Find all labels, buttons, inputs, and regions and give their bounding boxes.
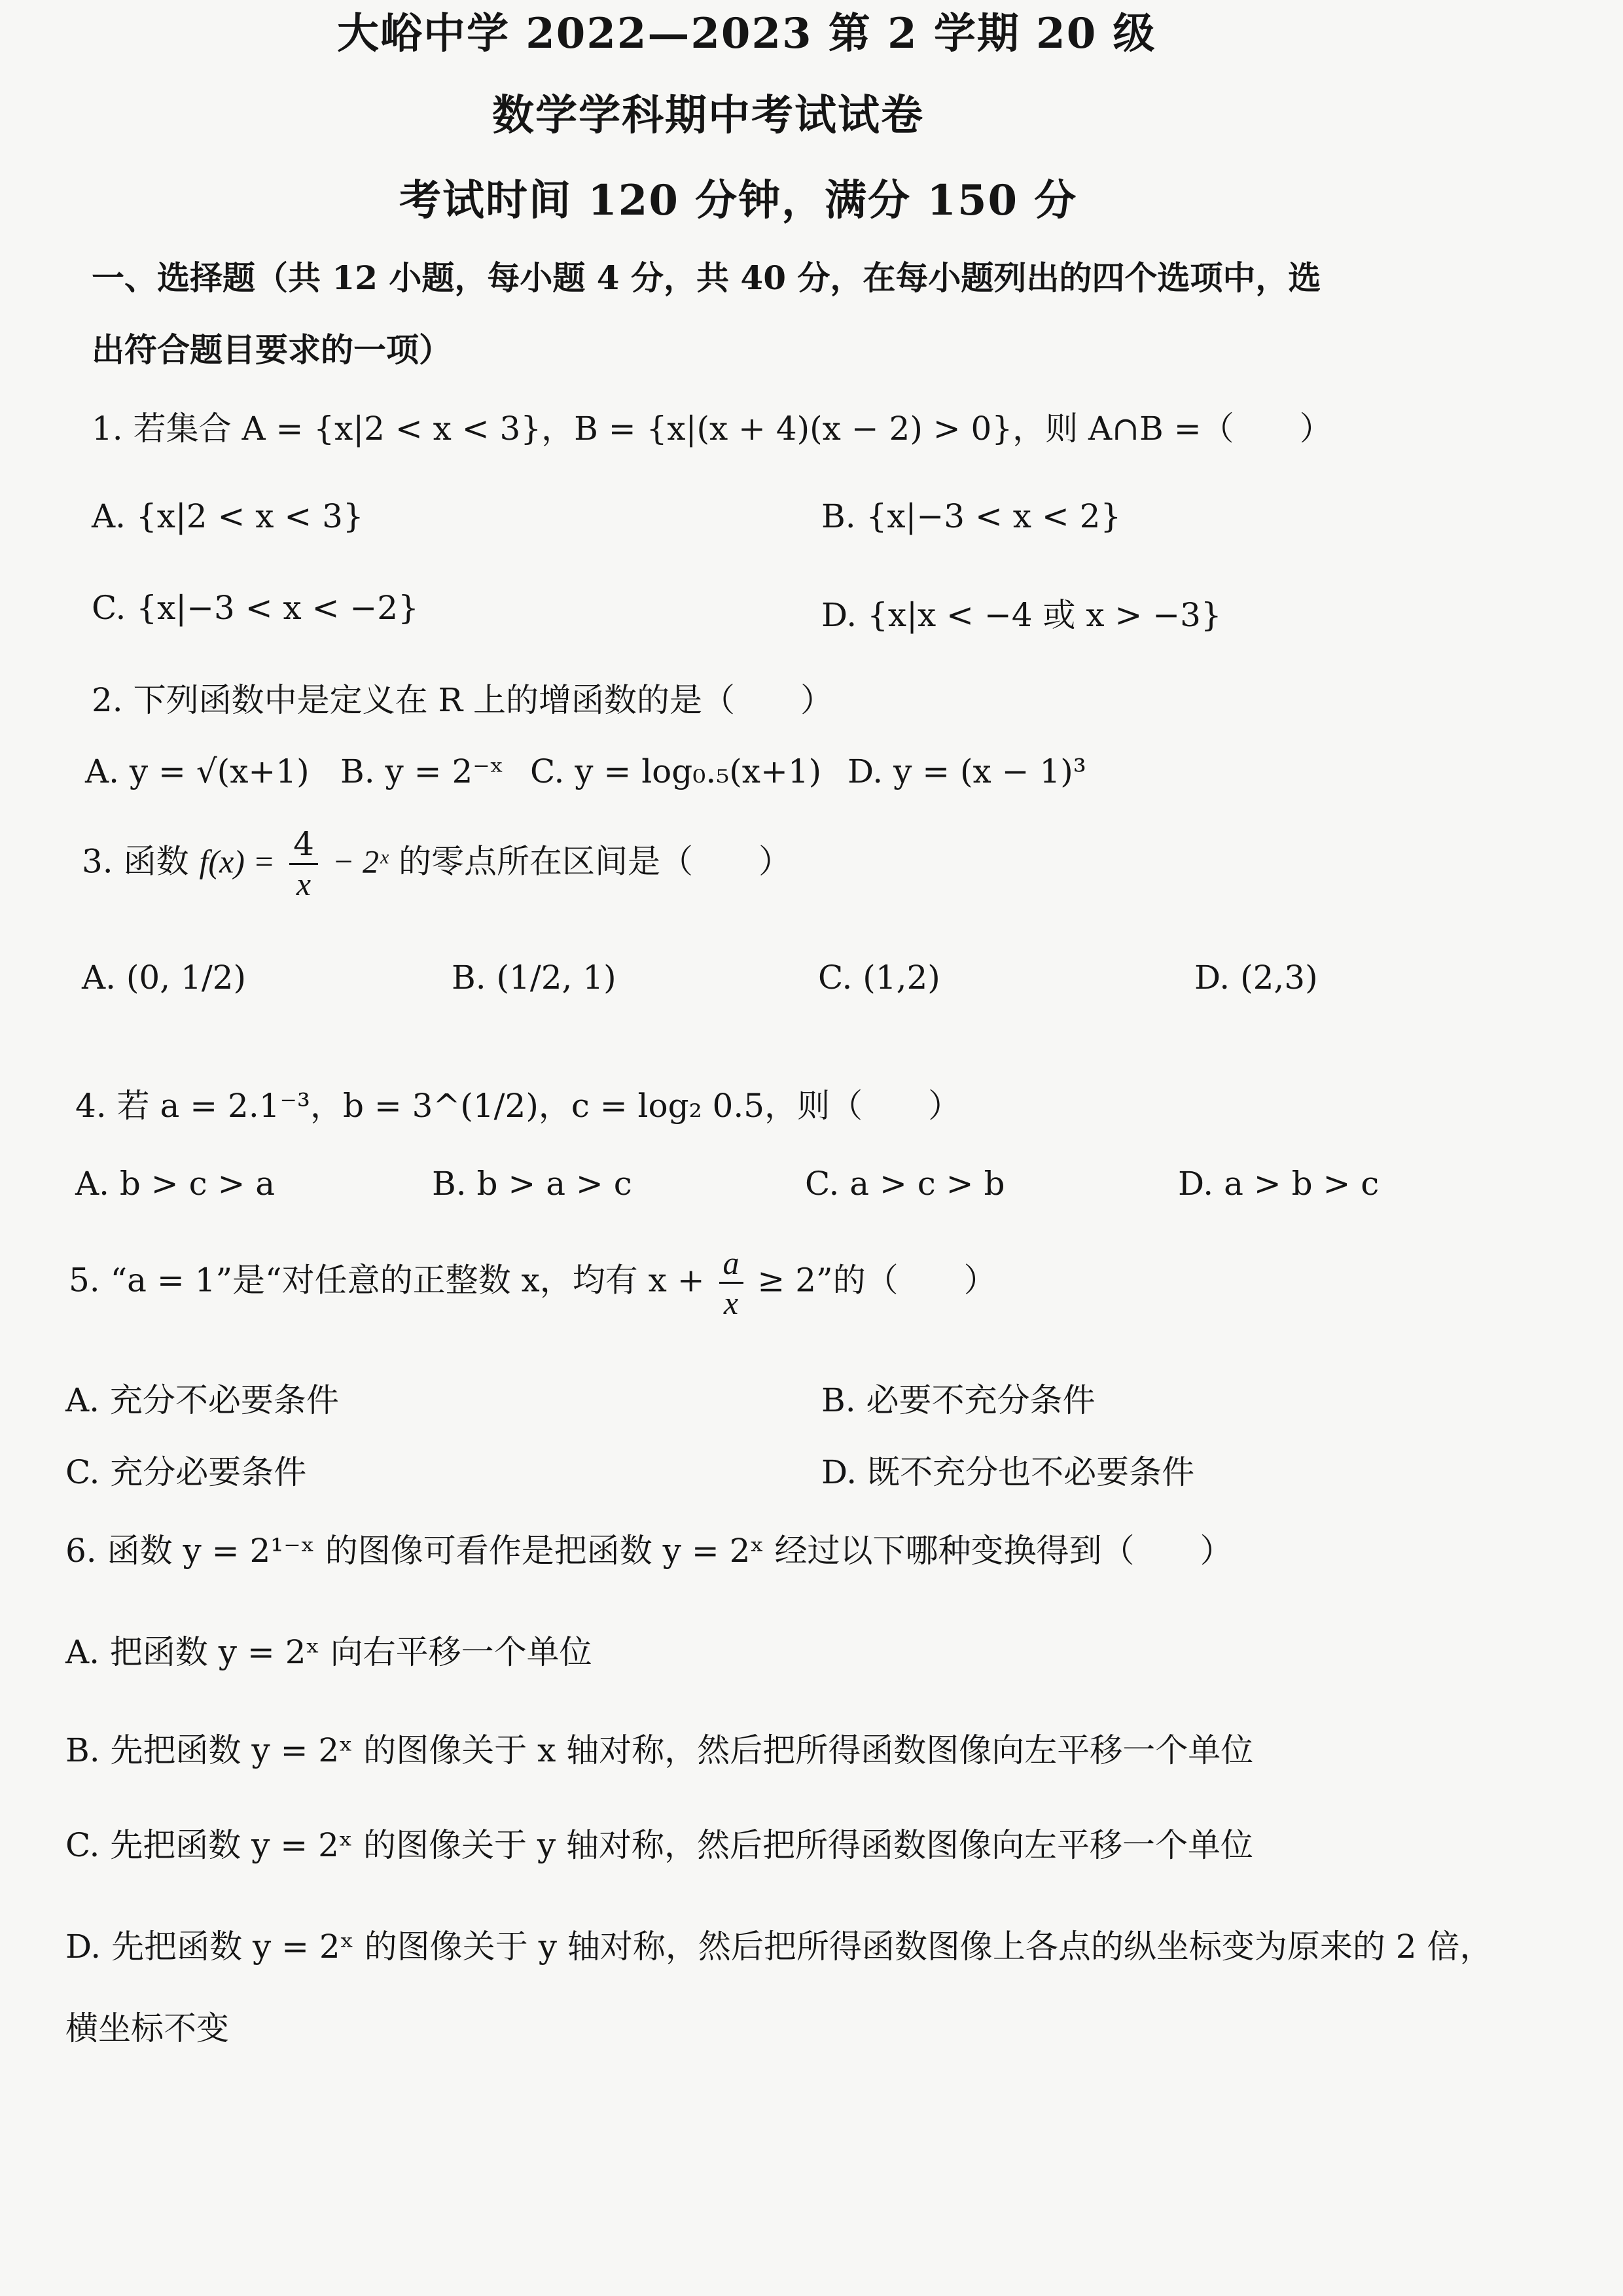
q2-option-d: D. y = (x − 1)³ xyxy=(847,752,1086,790)
question-3 xyxy=(82,825,792,902)
q3-option-d: D. (2,3) xyxy=(1194,959,1318,997)
q6-option-d: D. 先把函数 y = 2ˣ 的图像关于 y 轴对称，然后把所得函数图像上各点的纵坐标变为原来的 2 倍， xyxy=(65,1928,1493,1966)
q5-option-a: A. 充分不必要条件 xyxy=(65,1381,339,1419)
question-stem-prefix: “a = 1”是“对任意的正整数 x，均有 x + xyxy=(110,1261,705,1299)
q4-option-a: A. b > c > a xyxy=(75,1165,276,1203)
question-stem-suffix: ≥ 2”的（ ） xyxy=(757,1261,997,1299)
question-number: 1. xyxy=(92,410,123,448)
q1-option-d: D. {x|x < −4 或 x > −3} xyxy=(821,596,1222,634)
q5-option-c: C. 充分必要条件 xyxy=(65,1453,307,1491)
q4-option-b: B. b > a > c xyxy=(432,1165,632,1203)
q4-option-d: D. a > b > c xyxy=(1178,1165,1380,1203)
question-stem-prefix: 函数 xyxy=(123,842,189,881)
question-stem-suffix: 的零点所在区间是（ ） xyxy=(399,842,792,881)
question-stem: 函数 y = 2¹⁻ˣ 的图像可看作是把函数 y = 2ˣ 经过以下哪种变换得到（ ） xyxy=(107,1532,1233,1570)
question-2 xyxy=(92,674,833,721)
question-stem: 若 a = 2.1⁻³，b = 3^(1/2)，c = log₂ 0.5，则（ ） xyxy=(116,1087,961,1125)
q3-option-b: B. (1/2, 1) xyxy=(452,959,616,997)
section-heading: 一、选择题（共 12 小题，每小题 4 分，共 40 分，在每小题列出的四个选项中，选 xyxy=(92,258,1321,297)
question-number: 3. xyxy=(82,842,113,881)
fraction-numerator: a xyxy=(719,1246,743,1284)
question-4 xyxy=(75,1080,961,1127)
question-stem: 下列函数中是定义在 R 上的增函数的是（ ） xyxy=(133,681,834,719)
question-number: 2. xyxy=(92,681,123,719)
q3-option-c: C. (1,2) xyxy=(818,959,940,997)
fraction xyxy=(719,1246,743,1319)
q4-option-c: C. a > c > b xyxy=(805,1165,1005,1203)
q6-option-a: A. 把函数 y = 2ˣ 向右平移一个单位 xyxy=(65,1633,592,1671)
section-heading-cont: 出符合题目要求的一项） xyxy=(92,330,452,369)
fraction-numerator: 4 xyxy=(289,828,318,865)
q1-option-c: C. {x|−3 < x < −2} xyxy=(92,589,419,627)
fraction-denominator: x xyxy=(296,866,312,902)
q3-option-a: A. (0, 1/2) xyxy=(82,959,246,997)
question-stem: 若集合 A = {x|2 < x < 3}，B = {x|(x + 4)(x − 2) > 0}，则 A∩B =（ ） xyxy=(133,410,1332,448)
exam-header-time: 考试时间 120 分钟，满分 150 分 xyxy=(399,176,1078,225)
fraction xyxy=(289,825,318,902)
q2-option-b: B. y = 2⁻ˣ xyxy=(340,752,504,790)
question-6 xyxy=(65,1525,1233,1572)
q1-option-b: B. {x|−3 < x < 2} xyxy=(821,497,1122,535)
q5-option-b: B. 必要不充分条件 xyxy=(821,1381,1096,1419)
question-5 xyxy=(69,1246,997,1319)
fraction-denominator: x xyxy=(723,1284,739,1321)
q2-option-c: C. y = log₀.₅(x+1) xyxy=(530,752,822,790)
question-number: 6. xyxy=(65,1532,97,1570)
question-1 xyxy=(92,402,1332,450)
exam-header-school: 大峪中学 2022—2023 第 2 学期 20 级 xyxy=(337,9,1156,58)
exam-header-subject: 数学学科期中考试试卷 xyxy=(492,91,924,140)
q1-option-a: A. {x|2 < x < 3} xyxy=(92,497,364,535)
q5-option-d: D. 既不充分也不必要条件 xyxy=(821,1453,1195,1491)
function-expression: f(x) = xyxy=(199,843,276,880)
q6-option-c: C. 先把函数 y = 2ˣ 的图像关于 y 轴对称，然后把所得函数图像向左平移一个单位 xyxy=(65,1826,1254,1864)
question-number: 5. xyxy=(69,1261,100,1299)
q6-option-d-cont: 横坐标不变 xyxy=(65,2009,229,2047)
function-expression-tail: − 2ˣ xyxy=(332,843,389,880)
question-number: 4. xyxy=(75,1087,107,1125)
q6-option-b: B. 先把函数 y = 2ˣ 的图像关于 x 轴对称，然后把所得函数图像向左平移一个单位 xyxy=(65,1731,1254,1769)
q2-option-a: A. y = √(x+1) xyxy=(85,752,310,790)
